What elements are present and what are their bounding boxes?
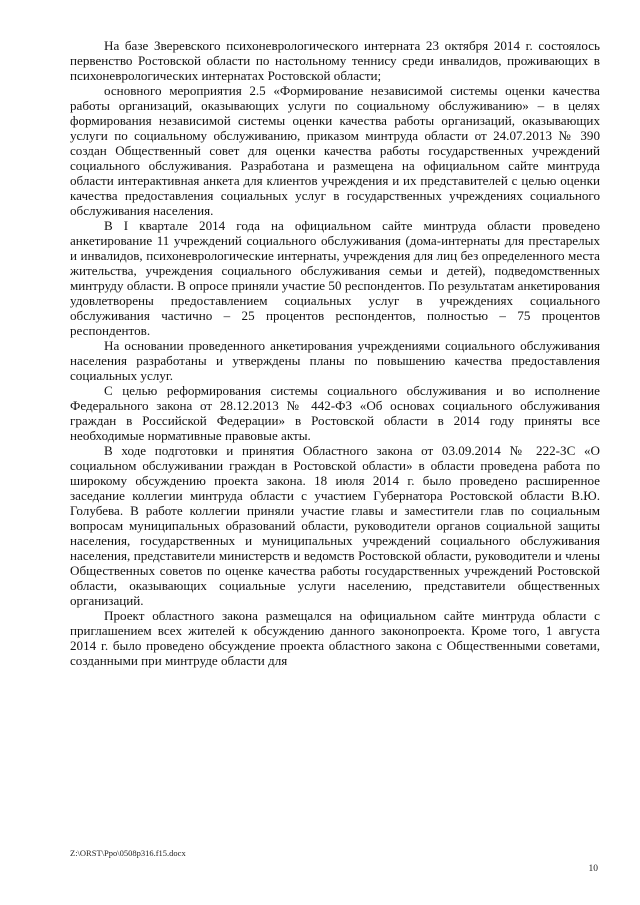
paragraph-draft-law-publication: Проект областного закона размещался на официальном сайте минтруда области с приглашением всех жителей к обсуждению данного законопроекта. Кроме того, 1 августа 2014 г. было проведено обсуждение проекта областного закона с Общественными советами, созданными при минтруде области для <box>70 608 600 668</box>
paragraph-tennis-championship: На базе Зверевского психоневрологического интерната 23 октября 2014 г. состоялось первенство Ростовской области по настольному теннису среди инвалидов, проживающих в психоневрологических интернатах Ростовской области; <box>70 38 600 83</box>
paragraph-improvement-plans: На основании проведенного анкетирования учреждениями социального обслуживания населения разработаны и утверждены планы по повышению качества предоставления социальных услуг. <box>70 338 600 383</box>
paragraph-regional-law-discussion: В ходе подготовки и принятия Областного закона от 03.09.2014 № 222-ЗС «О социальном обслуживании граждан в Ростовской области» в области проведена работа по широкому обсуждению проекта закона. 18 июля 2014 г. было проведено расширенное заседание коллегии минтруда области с участием Губернатора Ростовской области В.Ю. Голубева. В работе коллегии приняли участие главы и заместители глав по социальным вопросам муниципальных образований области, руководители органов социальной защиты населения, государственных и муниципальных учреждений социального обслуживания населения, представители министерств и ведомств Ростовской области, руководители и члены Общественных советов по оценке качества работы государственных учреждений Ростовской области, оказывающих социальные услуги населению, представители общественных организаций. <box>70 443 600 608</box>
document-body <box>70 38 600 668</box>
paragraph-independent-assessment: основного мероприятия 2.5 «Формирование независимой системы оценки качества работы организаций, оказывающих услуги по социальному обслуживанию» – в целях формирования независимой системы оценки качества работы организаций, оказывающих услуги по социальному обслуживанию, приказом минтруда области от 24.07.2013 № 390 создан Общественный совет для оценки качества работы государственных учреждений социального обслуживания. Разработана и размещена на официальном сайте минтруда области интерактивная анкета для клиентов учреждения и их представителей с целью оценки качества предоставления социальных услуг в государственных учреждениях социального обслуживания населения. <box>70 83 600 218</box>
paragraph-survey-results: В I квартале 2014 года на официальном сайте минтруда области проведено анкетирование 11 учреждений социального обслуживания (дома-интернаты для престарелых и инвалидов, психоневрологические интернаты, учреждения для лиц без определенного места жительства, учреждения социального обслуживания семьи и детей), подведомственных минтруду области. В опросе приняли участие 50 респондентов. По результатам анкетирования удовлетворены предоставлением социальных услуг в учреждениях социального обслуживания частично – 25 процентов респондентов, полностью – 75 процентов респондентов. <box>70 218 600 338</box>
page-number: 10 <box>588 864 598 874</box>
footer-file-path: Z:\ORST\Ppo\0508p316.f15.docx <box>70 848 186 858</box>
paragraph-federal-law-reform: С целью реформирования системы социального обслуживания и во исполнение Федерального закона от 28.12.2013 № 442-ФЗ «Об основах социального обслуживания граждан в Российской Федерации» в Ростовской области в 2014 году приняты все необходимые нормативные правовые акты. <box>70 383 600 443</box>
